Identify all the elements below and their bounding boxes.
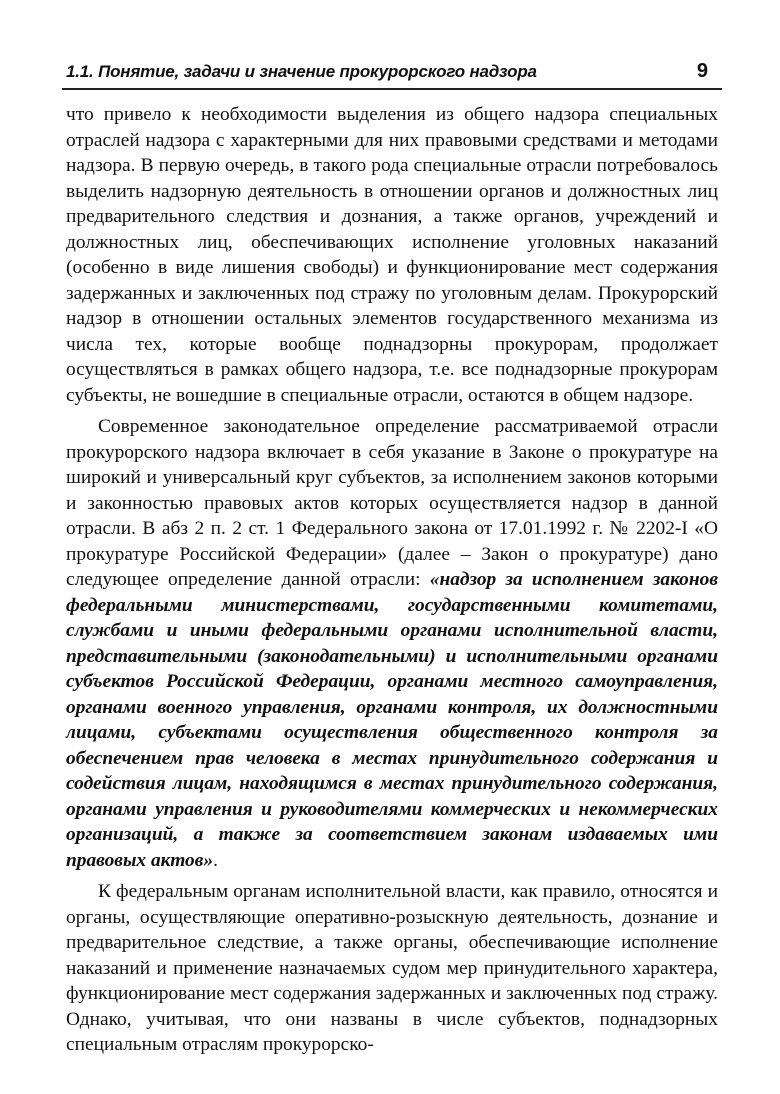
section-title: 1.1. Понятие, задачи и значение прокурорского надзора xyxy=(66,62,537,81)
law-definition-quote: «надзор за исполнением законов федеральными министерствами, государственными комитетами, службами и иными федеральными органами исполнительной власти, представительными (законодательными) и исполнительными органами субъектов Российской Федерации, органами местного самоуправления, органами военного управления, органами контроля, их должностными лицами, субъектами осуществления общественного контроля за обеспечением прав человека в местах принудительного содержания и содействия лицам, находящимся в местах принудительного содержания, органами управления и руководителями коммерческих и некоммерческих организаций, а также за соответствием законам издаваемых ими правовых актов» xyxy=(66,569,718,871)
running-header xyxy=(62,52,722,90)
paragraph-2-text: Современное законодательное определение рассматриваемой отрасли прокурорского надзора включает в себя указание в Законе о прокуратуре на широкий и универсальный круг субъектов, за исполнением законов которыми и законностью правовых актов которых осуществляется надзор в данной отрасли. В абз 2 п. 2 ст. 1 Федерального закона от 17.01.1992 г. № 2202-I «О прокуратуре Российской Федерации» (далее – Закон о прокуратуре) дано следующее определение данной отрасли: xyxy=(66,416,718,590)
paragraph-1: что привело к необходимости выделения из общего надзора специальных отраслей надзора с характерными для них правовыми средствами и методами надзора. В первую очередь, в такого рода специальные отрасли потребовалось выделить надзорную деятельность в отношении органов и должностных лиц предварительного следствия и дознания, а также органов, учреждений и должностных лиц, обеспечивающих исполнение уголовных наказаний (особенно в виде лишения свободы) и функционирование мест содержания задержанных и заключенных под стражу по уголовным делам. Прокурорский надзор в отношении остальных элементов государственного механизма из числа тех, которые вообще поднадзорны прокурорам, продолжает осуществляться в рамках общего надзора, т.е. все поднадзорные прокурорам субъекты, не вошедшие в специальные отрасли, остаются в общем надзоре. xyxy=(66,104,718,406)
page-number: 9 xyxy=(696,60,708,82)
body-text xyxy=(66,102,718,1064)
paragraph-2-end: . xyxy=(213,849,218,871)
paragraph-3: К федеральным органам исполнительной власти, как правило, относятся и органы, осуществляющие оперативно-розыскную деятельность, дознание и предварительное следствие, а также органы, обеспечивающие исполнение наказаний и применение назначаемых судом мер принудительного характера, функционирование мест содержания задержанных и заключенных под стражу. Однако, учитывая, что они названы в числе субъектов, поднадзорных специальным отраслям прокурорско- xyxy=(66,881,718,1055)
paragraph-2 xyxy=(66,414,718,873)
